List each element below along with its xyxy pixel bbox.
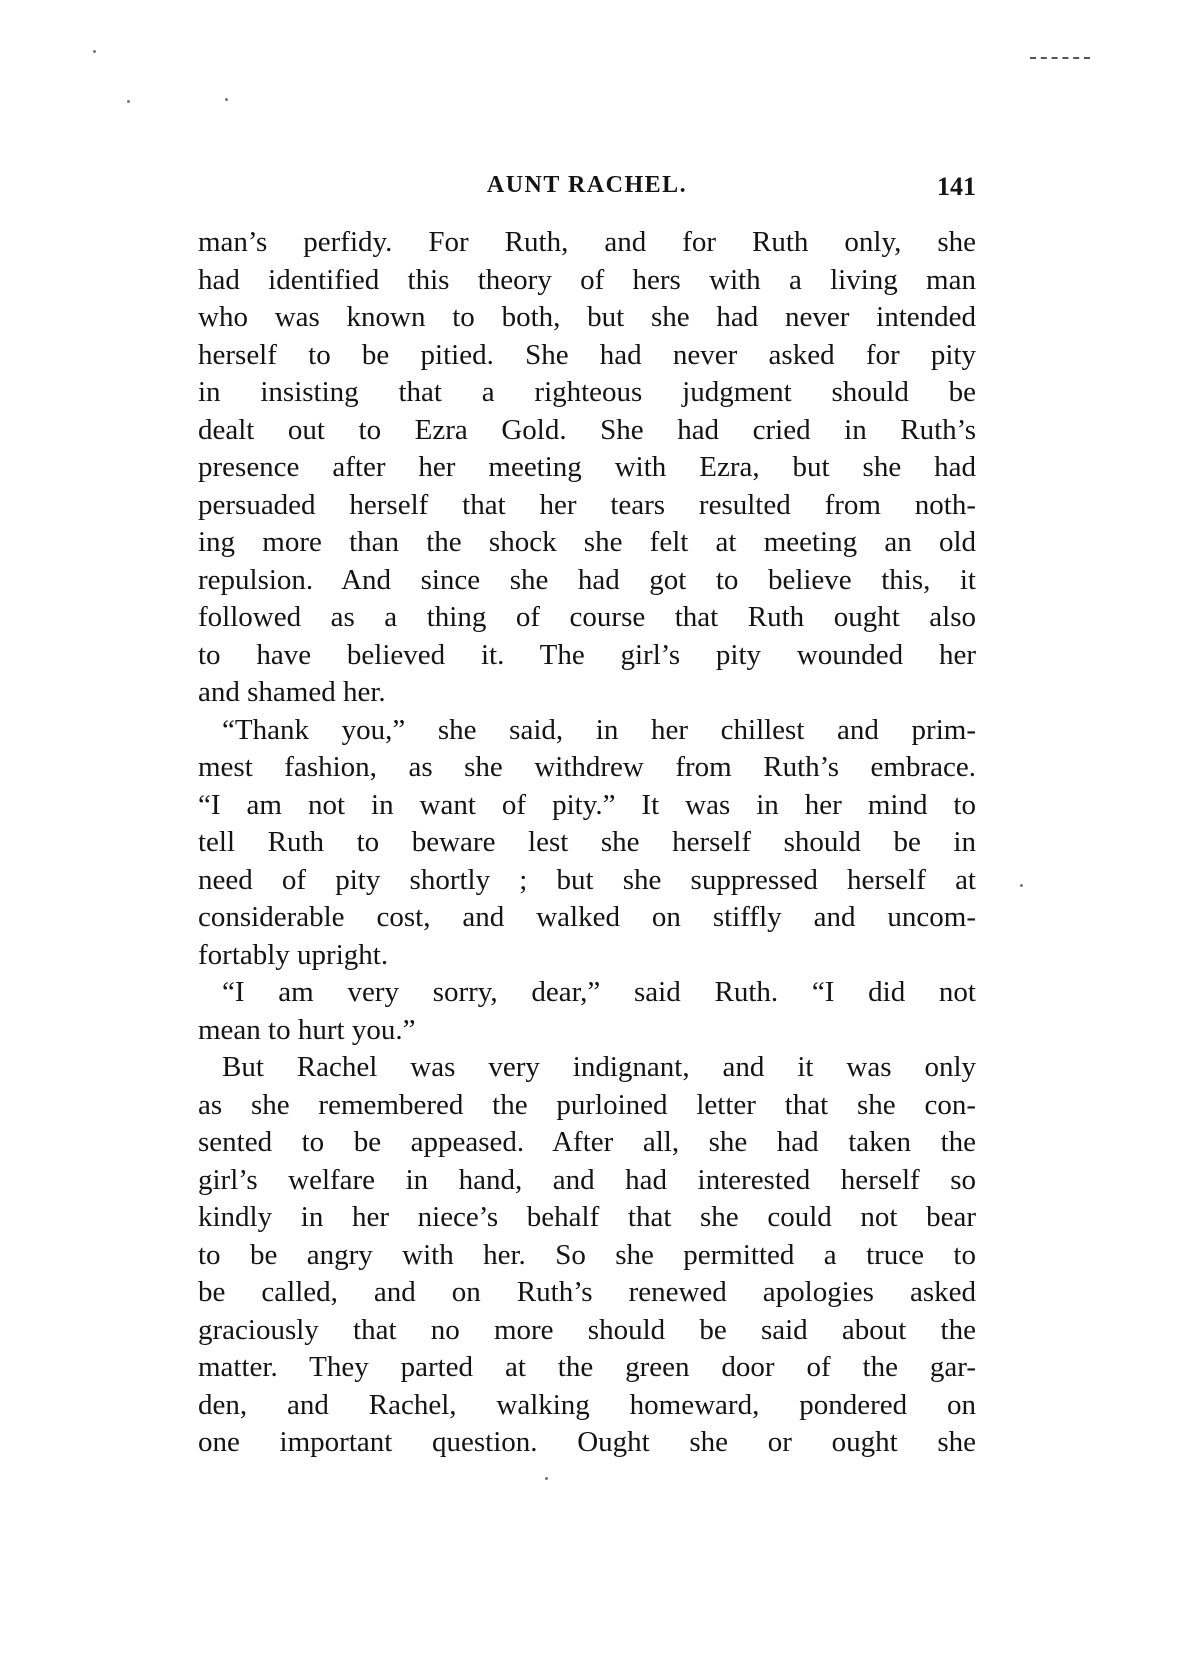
text-line: “I am not in want of pity.” It was in her mind to	[198, 788, 976, 821]
text-line: one important question. Ought she or ought she	[198, 1426, 976, 1458]
text-line: matter. They parted at the green door of the gar-	[198, 1351, 976, 1383]
text-line: fortably upright.	[198, 938, 389, 971]
text-line: tell Ruth to beware lest she herself should be in	[198, 826, 976, 858]
text-line: mest fashion, as she withdrew from Ruth’s embrace.	[198, 751, 976, 783]
scan-speck	[545, 1477, 548, 1480]
text-line: repulsion. And since she had got to believe this, it	[198, 563, 976, 596]
running-title: AUNT RACHEL.	[486, 172, 688, 198]
text-line: man’s perfidy. For Ruth, and for Ruth only, she	[198, 226, 976, 258]
text-line: considerable cost, and walked on stiffly and uncom-	[198, 901, 976, 933]
text-line: But Rachel was very indignant, and it was only	[222, 1051, 976, 1083]
text-line: sented to be appeased. After all, she had taken the	[198, 1126, 976, 1158]
text-line: graciously that no more should be said about the	[198, 1313, 976, 1346]
page-header	[198, 172, 976, 206]
text-line: dealt out to Ezra Gold. She had cried in Ruth’s	[198, 413, 976, 446]
text-line: mean to hurt you.”	[198, 1013, 416, 1046]
text-line: kindly in her niece’s behalf that she could not bear	[198, 1201, 976, 1233]
scan-edge-mark	[1030, 57, 1090, 59]
text-line: “I am very sorry, dear,” said Ruth. “I did not	[222, 976, 976, 1008]
text-line: ing more than the shock she felt at meeting an old	[198, 526, 976, 558]
text-line: herself to be pitied. She had never asked for pity	[198, 338, 976, 371]
text-line: and shamed her.	[198, 676, 386, 708]
text-line: persuaded herself that her tears resulted from noth-	[198, 488, 976, 521]
text-line: den, and Rachel, walking homeward, pondered on	[198, 1388, 976, 1421]
scan-speck	[127, 100, 130, 103]
text-line: “Thank you,” she said, in her chillest and prim-	[222, 713, 976, 746]
text-line: need of pity shortly ; but she suppressed herself at	[198, 863, 976, 896]
page-number: 141	[937, 172, 976, 201]
text-line: in insisting that a righteous judgment should be	[198, 376, 976, 408]
text-line: to be angry with her. So she permitted a truce to	[198, 1238, 976, 1271]
scan-speck	[93, 50, 96, 53]
text-line: who was known to both, but she had never intended	[198, 301, 976, 333]
text-line: girl’s welfare in hand, and had interested herself so	[198, 1163, 976, 1196]
text-line: as she remembered the purloined letter that she con-	[198, 1088, 976, 1121]
text-line: to have believed it. The girl’s pity wounded her	[198, 638, 976, 671]
text-line: be called, and on Ruth’s renewed apologies asked	[198, 1276, 976, 1308]
text-line: followed as a thing of course that Ruth ought also	[198, 601, 976, 633]
body-text	[198, 224, 976, 1462]
scan-speck	[1020, 884, 1023, 887]
text-line: had identified this theory of hers with a living man	[198, 263, 976, 296]
scan-speck	[225, 98, 228, 101]
text-line: presence after her meeting with Ezra, but she had	[198, 451, 976, 483]
